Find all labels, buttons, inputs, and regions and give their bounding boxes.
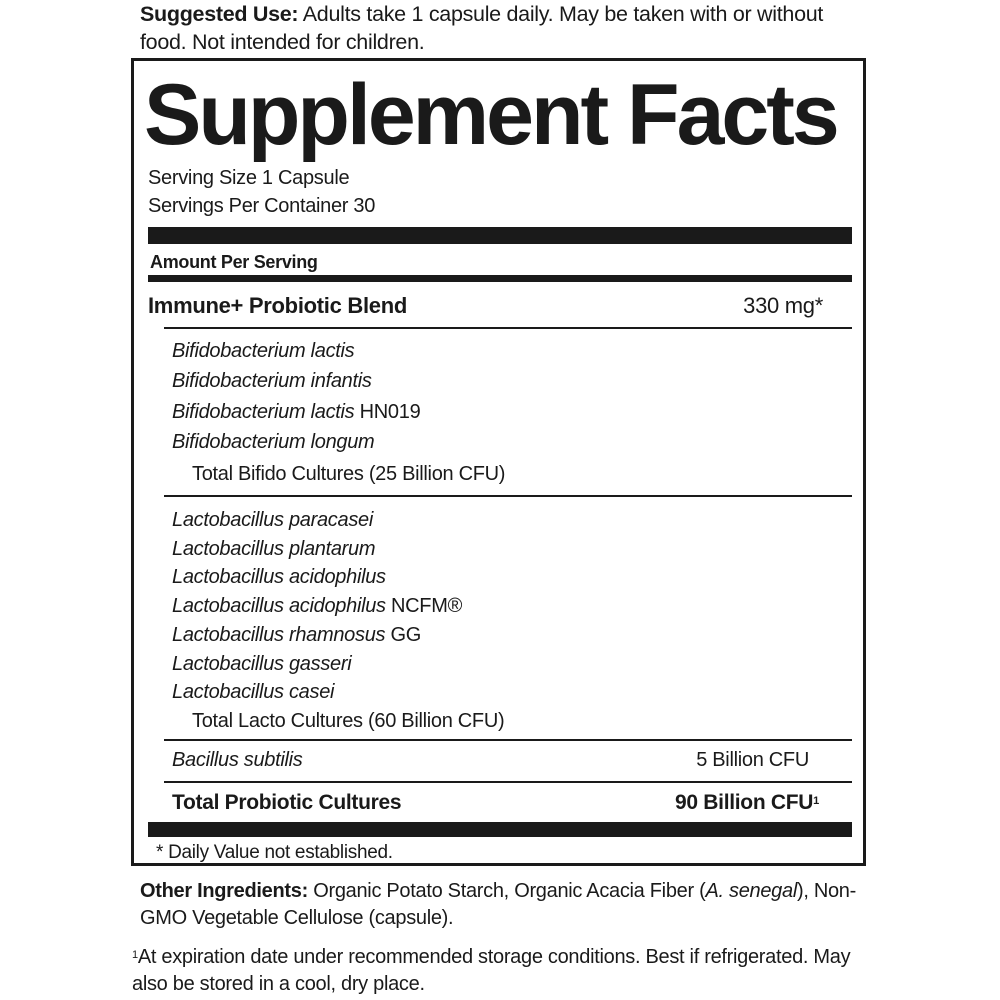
lacto-total: Total Lacto Cultures (60 Billion CFU) <box>192 710 505 732</box>
supplement-facts-panel <box>131 58 866 866</box>
divider <box>164 495 852 497</box>
strain-row: Lactobacillus acidophilus NCFM® <box>172 595 463 617</box>
strain-row: Lactobacillus plantarum <box>172 538 376 560</box>
panel-title: Supplement Facts <box>144 67 837 163</box>
divider <box>164 781 852 783</box>
thick-divider <box>148 822 852 837</box>
strain-row: Lactobacillus paracasei <box>172 509 374 531</box>
strain-row: Bifidobacterium lactis <box>172 340 355 362</box>
strain-row: Lactobacillus casei <box>172 681 335 703</box>
blend-amount: 330 mg* <box>743 293 823 318</box>
divider <box>164 327 852 329</box>
thick-divider <box>148 227 852 244</box>
suggested-use-text: Adults take 1 capsule daily. May be taken with or without food. Not intended for children. <box>140 2 824 54</box>
servings-per-container: Servings Per Container 30 <box>148 195 376 217</box>
total-probiotic-amount: 90 Billion CFU$^1$ <box>675 791 819 814</box>
bacillus-amount: 5 Billion CFU <box>696 749 809 771</box>
divider <box>164 739 852 741</box>
bacillus-name: Bacillus subtilis <box>172 749 303 771</box>
amount-per-serving: Amount Per Serving <box>150 252 318 272</box>
strain-row: Lactobacillus gasseri <box>172 653 352 675</box>
medium-divider <box>148 275 852 282</box>
strain-row: Bifidobacterium longum <box>172 431 375 453</box>
serving-size: Serving Size 1 Capsule <box>148 167 350 189</box>
suggested-use <box>140 0 860 56</box>
total-probiotic-name: Total Probiotic Cultures <box>172 791 402 814</box>
strain-row: Bifidobacterium lactis HN019 <box>172 401 421 423</box>
bifido-total: Total Bifido Cultures (25 Billion CFU) <box>192 463 506 485</box>
strain-row: Bifidobacterium infantis <box>172 370 372 392</box>
strain-row: Lactobacillus acidophilus <box>172 566 386 588</box>
footnote: $^1$At expiration date under recommended storage conditions. Best if refrigerated. May also be stored in a cool, dry place. <box>132 946 851 995</box>
suggested-use-label: Suggested Use: <box>140 2 299 26</box>
strain-row: Lactobacillus rhamnosus GG <box>172 624 421 646</box>
daily-value-note: * Daily Value not established. <box>156 842 393 863</box>
blend-name: Immune+ Probiotic Blend <box>148 293 407 318</box>
other-ingredients: Other Ingredients: Organic Potato Starch, Organic Acacia Fiber (A. senegal), Non-GMO Vegetable Cellulose (capsule). <box>140 880 856 929</box>
